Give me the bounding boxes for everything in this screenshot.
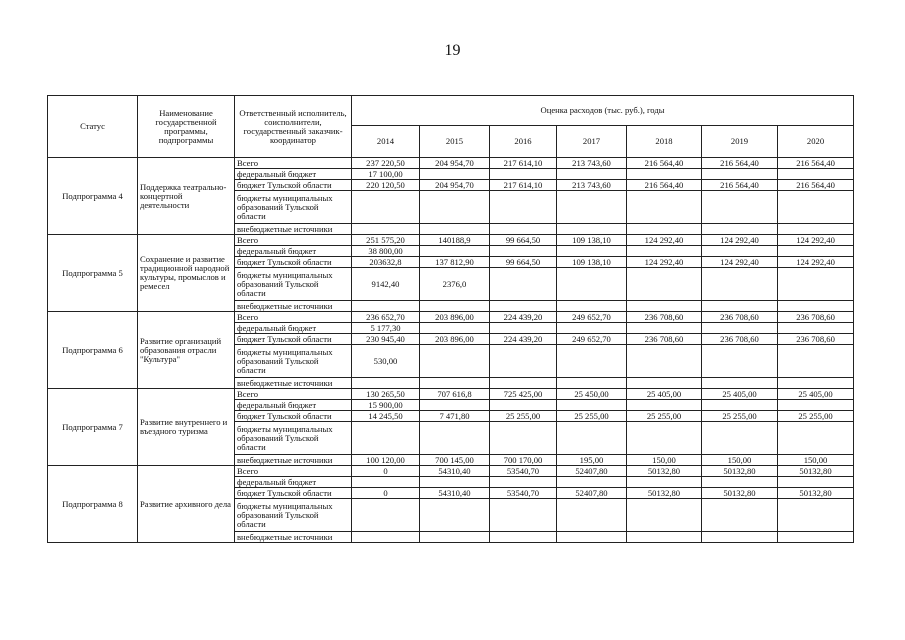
funding-source: Всего xyxy=(235,235,352,246)
expense-value xyxy=(627,532,702,543)
expense-value xyxy=(702,422,778,455)
subprogram-status: Подпрограмма 4 xyxy=(48,158,138,235)
expense-value xyxy=(778,422,854,455)
expense-value: 707 616,8 xyxy=(420,389,490,400)
expense-value: 725 425,00 xyxy=(490,389,557,400)
funding-source: Всего xyxy=(235,466,352,477)
expense-value xyxy=(702,400,778,411)
expense-value xyxy=(627,499,702,532)
expense-value xyxy=(352,301,420,312)
expense-value xyxy=(702,378,778,389)
subprogram-name: Развитие внутреннего и въездного туризма xyxy=(138,389,235,466)
expense-value xyxy=(420,169,490,180)
expense-value: 216 564,40 xyxy=(627,158,702,169)
funding-source: бюджет Тульской области xyxy=(235,488,352,499)
expense-value xyxy=(627,422,702,455)
expense-table xyxy=(47,95,854,543)
expense-value: 249 652,70 xyxy=(557,312,627,323)
expense-value: 700 145,00 xyxy=(420,455,490,466)
table-row xyxy=(48,389,854,400)
expense-value: 216 564,40 xyxy=(702,180,778,191)
expense-value xyxy=(702,191,778,224)
expense-value xyxy=(778,169,854,180)
expense-value: 130 265,50 xyxy=(352,389,420,400)
expense-value: 50132,80 xyxy=(627,466,702,477)
funding-source: бюджеты муниципальных образований Тульской области xyxy=(235,345,352,378)
expense-value xyxy=(702,169,778,180)
expense-value xyxy=(490,378,557,389)
expense-value xyxy=(420,246,490,257)
expense-value: 237 220,50 xyxy=(352,158,420,169)
funding-source: бюджет Тульской области xyxy=(235,334,352,345)
subprogram-name: Поддержка театрально-концертной деятельности xyxy=(138,158,235,235)
expense-value: 203 896,00 xyxy=(420,334,490,345)
expense-value xyxy=(490,499,557,532)
expense-value: 216 564,40 xyxy=(778,158,854,169)
funding-source: Всего xyxy=(235,158,352,169)
expense-value xyxy=(352,422,420,455)
expense-value: 137 812,90 xyxy=(420,257,490,268)
expense-value xyxy=(702,268,778,301)
expense-value xyxy=(778,246,854,257)
expense-value xyxy=(702,499,778,532)
subprogram-status: Подпрограмма 8 xyxy=(48,466,138,543)
expense-value: 150,00 xyxy=(778,455,854,466)
expense-value: 25 255,00 xyxy=(557,411,627,422)
expense-value xyxy=(420,345,490,378)
expense-value: 54310,40 xyxy=(420,488,490,499)
header-program-name: Наименование государственной программы, подпрограммы xyxy=(138,96,235,158)
expense-value: 25 405,00 xyxy=(702,389,778,400)
expense-value xyxy=(420,477,490,488)
expense-value: 53540,70 xyxy=(490,488,557,499)
expense-value: 25 255,00 xyxy=(702,411,778,422)
expense-value: 203632,8 xyxy=(352,257,420,268)
funding-source: внебюджетные источники xyxy=(235,532,352,543)
expense-value: 17 100,00 xyxy=(352,169,420,180)
expense-value xyxy=(702,246,778,257)
expense-value xyxy=(557,191,627,224)
expense-value xyxy=(778,345,854,378)
funding-source: федеральный бюджет xyxy=(235,169,352,180)
expense-value: 53540,70 xyxy=(490,466,557,477)
subprogram-status: Подпрограмма 7 xyxy=(48,389,138,466)
expense-value: 224 439,20 xyxy=(490,334,557,345)
subprogram-status: Подпрограмма 5 xyxy=(48,235,138,312)
expense-value xyxy=(702,301,778,312)
expense-value xyxy=(702,345,778,378)
expense-value: 236 708,60 xyxy=(702,312,778,323)
expense-value xyxy=(490,224,557,235)
expense-value: 124 292,40 xyxy=(778,257,854,268)
expense-value xyxy=(420,532,490,543)
expense-value: 25 450,00 xyxy=(557,389,627,400)
funding-source: федеральный бюджет xyxy=(235,400,352,411)
funding-source: бюджет Тульской области xyxy=(235,411,352,422)
expense-value xyxy=(420,499,490,532)
expense-value: 216 564,40 xyxy=(702,158,778,169)
expense-value xyxy=(490,345,557,378)
funding-source: бюджеты муниципальных образований Тульской области xyxy=(235,268,352,301)
expense-value xyxy=(490,169,557,180)
expense-value xyxy=(627,224,702,235)
expense-value: 9142,40 xyxy=(352,268,420,301)
expense-value xyxy=(420,378,490,389)
expense-value xyxy=(490,400,557,411)
expense-value: 124 292,40 xyxy=(702,257,778,268)
expense-value xyxy=(420,323,490,334)
header-year: 2018 xyxy=(627,126,702,158)
expense-value xyxy=(557,246,627,257)
header-year: 2016 xyxy=(490,126,557,158)
expense-value xyxy=(420,191,490,224)
expense-value xyxy=(557,532,627,543)
expense-value xyxy=(778,378,854,389)
funding-source: бюджет Тульской области xyxy=(235,180,352,191)
subprogram-status: Подпрограмма 6 xyxy=(48,312,138,389)
expense-value xyxy=(778,532,854,543)
funding-source: бюджеты муниципальных образований Тульской области xyxy=(235,191,352,224)
expense-value xyxy=(490,191,557,224)
expense-value xyxy=(557,301,627,312)
expense-value xyxy=(778,301,854,312)
funding-source: внебюджетные источники xyxy=(235,224,352,235)
expense-value: 216 564,40 xyxy=(778,180,854,191)
expense-value xyxy=(352,191,420,224)
header-status: Статус xyxy=(48,96,138,158)
header-year: 2020 xyxy=(778,126,854,158)
expense-value: 150,00 xyxy=(627,455,702,466)
table-row xyxy=(48,158,854,169)
table-row xyxy=(48,312,854,323)
expense-value: 15 900,00 xyxy=(352,400,420,411)
expense-value xyxy=(352,499,420,532)
expense-value xyxy=(557,477,627,488)
expense-value: 5 177,30 xyxy=(352,323,420,334)
expense-value: 50132,80 xyxy=(778,466,854,477)
expense-value: 50132,80 xyxy=(702,488,778,499)
expense-value xyxy=(352,378,420,389)
expense-value xyxy=(490,422,557,455)
expense-value xyxy=(490,246,557,257)
expense-value xyxy=(420,422,490,455)
expense-value: 217 614,10 xyxy=(490,158,557,169)
expense-value: 124 292,40 xyxy=(778,235,854,246)
expense-value: 217 614,10 xyxy=(490,180,557,191)
expense-value: 52407,80 xyxy=(557,466,627,477)
expense-value xyxy=(627,191,702,224)
expense-value: 50132,80 xyxy=(702,466,778,477)
expense-value: 7 471,80 xyxy=(420,411,490,422)
expense-value xyxy=(627,400,702,411)
expense-value: 25 255,00 xyxy=(778,411,854,422)
expense-value xyxy=(557,378,627,389)
expense-value: 124 292,40 xyxy=(627,235,702,246)
expense-value: 220 120,50 xyxy=(352,180,420,191)
expense-value: 25 405,00 xyxy=(778,389,854,400)
expense-value xyxy=(557,323,627,334)
expense-value: 150,00 xyxy=(702,455,778,466)
expense-value xyxy=(778,224,854,235)
expense-value: 25 405,00 xyxy=(627,389,702,400)
expense-value xyxy=(420,224,490,235)
subprogram-name: Развитие организаций образования отрасли "Культура" xyxy=(138,312,235,389)
expense-value: 236 708,60 xyxy=(627,334,702,345)
table-row xyxy=(48,235,854,246)
header-year: 2017 xyxy=(557,126,627,158)
funding-source: Всего xyxy=(235,389,352,400)
expense-value: 236 708,60 xyxy=(627,312,702,323)
expense-value xyxy=(778,499,854,532)
header-executor: Ответственный исполнитель, соисполнители, государственный заказчик-координатор xyxy=(235,96,352,158)
expense-value xyxy=(352,532,420,543)
expense-value: 251 575,20 xyxy=(352,235,420,246)
expense-value: 38 800,00 xyxy=(352,246,420,257)
expense-value: 195,00 xyxy=(557,455,627,466)
expense-value: 109 138,10 xyxy=(557,257,627,268)
expense-value: 224 439,20 xyxy=(490,312,557,323)
expense-value: 54310,40 xyxy=(420,466,490,477)
expense-value: 0 xyxy=(352,466,420,477)
expense-value xyxy=(557,268,627,301)
expense-value xyxy=(778,400,854,411)
expense-value: 0 xyxy=(352,488,420,499)
expense-value: 25 255,00 xyxy=(627,411,702,422)
table-row xyxy=(48,466,854,477)
expense-value xyxy=(557,422,627,455)
table-body xyxy=(48,158,854,543)
expense-value: 14 245,50 xyxy=(352,411,420,422)
expense-value xyxy=(627,169,702,180)
expense-value xyxy=(627,477,702,488)
expense-value xyxy=(557,499,627,532)
expense-value xyxy=(627,301,702,312)
expense-value: 203 896,00 xyxy=(420,312,490,323)
expense-value xyxy=(557,224,627,235)
expense-value xyxy=(778,323,854,334)
expense-value xyxy=(557,169,627,180)
funding-source: федеральный бюджет xyxy=(235,246,352,257)
funding-source: бюджет Тульской области xyxy=(235,257,352,268)
expense-value: 2376,0 xyxy=(420,268,490,301)
header-year: 2015 xyxy=(420,126,490,158)
expense-value: 216 564,40 xyxy=(627,180,702,191)
expense-value xyxy=(490,301,557,312)
funding-source: внебюджетные источники xyxy=(235,455,352,466)
page-number: 19 xyxy=(444,42,461,59)
expense-value xyxy=(557,400,627,411)
expense-value xyxy=(778,268,854,301)
expense-value xyxy=(702,532,778,543)
expense-value xyxy=(778,477,854,488)
expense-value xyxy=(778,191,854,224)
expense-value xyxy=(420,301,490,312)
funding-source: внебюджетные источники xyxy=(235,378,352,389)
funding-source: бюджеты муниципальных образований Тульской области xyxy=(235,422,352,455)
expense-value: 124 292,40 xyxy=(627,257,702,268)
expense-value: 204 954,70 xyxy=(420,180,490,191)
subprogram-name: Сохранение и развитие традиционной народной культуры, промыслов и ремесел xyxy=(138,235,235,312)
expense-value: 204 954,70 xyxy=(420,158,490,169)
expense-value: 236 652,70 xyxy=(352,312,420,323)
expense-value: 99 664,50 xyxy=(490,257,557,268)
expense-value xyxy=(627,268,702,301)
expense-value xyxy=(490,532,557,543)
expense-value xyxy=(702,323,778,334)
expense-value xyxy=(627,378,702,389)
expense-value: 124 292,40 xyxy=(702,235,778,246)
expense-value: 109 138,10 xyxy=(557,235,627,246)
expense-value xyxy=(420,400,490,411)
expense-value: 52407,80 xyxy=(557,488,627,499)
expense-value xyxy=(490,323,557,334)
expense-value: 99 664,50 xyxy=(490,235,557,246)
expense-value: 530,00 xyxy=(352,345,420,378)
expense-value: 230 945,40 xyxy=(352,334,420,345)
expense-value: 236 708,60 xyxy=(778,334,854,345)
expense-value: 50132,80 xyxy=(627,488,702,499)
expense-value: 236 708,60 xyxy=(702,334,778,345)
funding-source: бюджеты муниципальных образований Тульской области xyxy=(235,499,352,532)
header-year: 2014 xyxy=(352,126,420,158)
expense-value: 50132,80 xyxy=(778,488,854,499)
expense-value: 100 120,00 xyxy=(352,455,420,466)
expense-value xyxy=(352,477,420,488)
funding-source: федеральный бюджет xyxy=(235,323,352,334)
expense-value: 25 255,00 xyxy=(490,411,557,422)
expense-value xyxy=(627,323,702,334)
expense-value xyxy=(702,477,778,488)
expense-value: 213 743,60 xyxy=(557,158,627,169)
funding-source: федеральный бюджет xyxy=(235,477,352,488)
expense-value: 213 743,60 xyxy=(557,180,627,191)
expense-value xyxy=(702,224,778,235)
expense-value xyxy=(352,224,420,235)
expense-value xyxy=(490,477,557,488)
funding-source: Всего xyxy=(235,312,352,323)
expense-value: 236 708,60 xyxy=(778,312,854,323)
expense-value: 140188,9 xyxy=(420,235,490,246)
expense-value xyxy=(627,345,702,378)
expense-value xyxy=(557,345,627,378)
expense-value xyxy=(627,246,702,257)
expense-value xyxy=(490,268,557,301)
funding-source: внебюджетные источники xyxy=(235,301,352,312)
header-year: 2019 xyxy=(702,126,778,158)
subprogram-name: Развитие архивного дела xyxy=(138,466,235,543)
expense-value: 249 652,70 xyxy=(557,334,627,345)
expense-value: 700 170,00 xyxy=(490,455,557,466)
header-estimate: Оценка расходов (тыс. руб.), годы xyxy=(352,96,854,126)
